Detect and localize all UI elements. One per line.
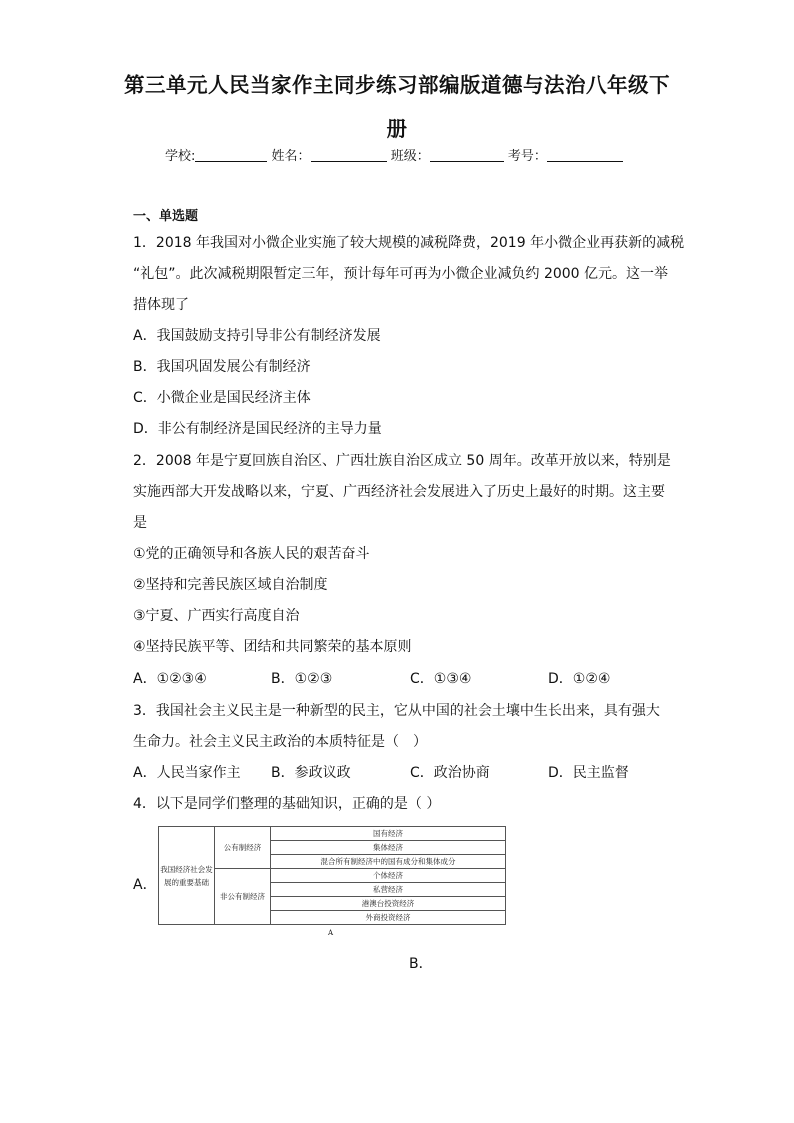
q2-option-b[interactable]: B．①②③	[271, 671, 333, 687]
exam-no-label: 考号：	[507, 149, 547, 164]
q2-statement-3: ③宁夏、广西实行高度自治	[133, 608, 300, 624]
exam-no-blank[interactable]	[547, 147, 623, 162]
q3-option-b[interactable]: B．参政议政	[271, 765, 351, 781]
q1-stem-line: 1．2018 年我国对小微企业实施了较大规模的减税降费，2019 年小微企业再获新的减税	[133, 235, 685, 251]
q2-option-d[interactable]: D．①②④	[548, 671, 611, 687]
q2-stem-line: 2．2008 年是宁夏回族自治区、广西壮族自治区成立 50 周年。改革开放以来，特别是	[133, 453, 671, 469]
document-title-line2: 册	[386, 117, 408, 141]
q3-option-a[interactable]: A．人民当家作主	[133, 765, 241, 781]
q3-option-d[interactable]: D．民主监督	[548, 765, 629, 781]
table-cell: 国有经济	[271, 827, 506, 841]
q4-option-a-table[interactable]	[158, 826, 506, 926]
name-blank[interactable]	[311, 147, 387, 162]
q1-option-a[interactable]: A．我国鼓励支持引导非公有制经济发展	[133, 328, 381, 344]
q3-stem-line: 3．我国社会主义民主是一种新型的民主，它从中国的社会土壤中生长出来，具有强大	[133, 703, 660, 719]
table-cell: 外商投资经济	[271, 911, 506, 925]
table-cell: 港澳台投资经济	[271, 897, 506, 911]
table-cell: 个体经济	[271, 869, 506, 883]
q2-stem-line: 实施西部大开发战略以来，宁夏、广西经济社会发展进入了历史上最好的时期。这主要	[133, 484, 665, 500]
q2-stem-line: 是	[133, 515, 147, 531]
school-label: 学校:	[165, 149, 196, 164]
class-label: 班级：	[390, 149, 430, 164]
class-blank[interactable]	[430, 147, 504, 162]
q3-stem-line: 生命力。社会主义民主政治的本质特征是（ ）	[133, 734, 427, 750]
q4-stem-line: 4．以下是同学们整理的基础知识，正确的是（ ）	[133, 796, 441, 812]
section-heading: 一、单选题	[133, 209, 199, 224]
q2-statement-2: ②坚持和完善民族区域自治制度	[133, 577, 328, 593]
school-blank[interactable]	[195, 147, 267, 162]
table-cell: 混合所有制经济中的国有成分和集体成分	[271, 855, 506, 869]
document-title-line1: 第三单元人民当家作主同步练习部编版道德与法治八年级下	[124, 73, 670, 97]
table-root-cell: 我国经济社会发展的重要基础	[159, 827, 215, 925]
name-label: 姓名：	[271, 149, 311, 164]
student-info-row	[165, 145, 623, 164]
q1-option-b[interactable]: B．我国巩固发展公有制经济	[133, 359, 311, 375]
q2-option-a[interactable]: A．①②③④	[133, 671, 207, 687]
table-cell: 私营经济	[271, 883, 506, 897]
q4-option-b-label[interactable]: B．	[409, 956, 433, 972]
q2-statement-4: ④坚持民族平等、团结和共同繁荣的基本原则	[133, 639, 412, 655]
table-cell: 集体经济	[271, 841, 506, 855]
q2-statement-1: ①党的正确领导和各族人民的艰苦奋斗	[133, 546, 370, 562]
q4-option-a-label[interactable]: A．	[133, 877, 157, 893]
q3-option-c[interactable]: C．政治协商	[410, 765, 490, 781]
q1-option-c[interactable]: C．小微企业是国民经济主体	[133, 390, 311, 406]
table-private-label: 非公有制经济	[215, 869, 271, 925]
q1-stem-line: “礼包”。此次减税期限暂定三年，预计每年可再为小微企业减负约 2000 亿元。这一举	[133, 266, 669, 282]
economy-structure-table	[158, 826, 506, 925]
q2-option-c[interactable]: C．①③④	[410, 671, 472, 687]
q1-option-d[interactable]: D．非公有制经济是国民经济的主导力量	[133, 421, 382, 437]
table-public-label: 公有制经济	[215, 827, 271, 869]
q1-stem-line: 措体现了	[133, 297, 189, 313]
table-caption: A	[328, 929, 334, 937]
